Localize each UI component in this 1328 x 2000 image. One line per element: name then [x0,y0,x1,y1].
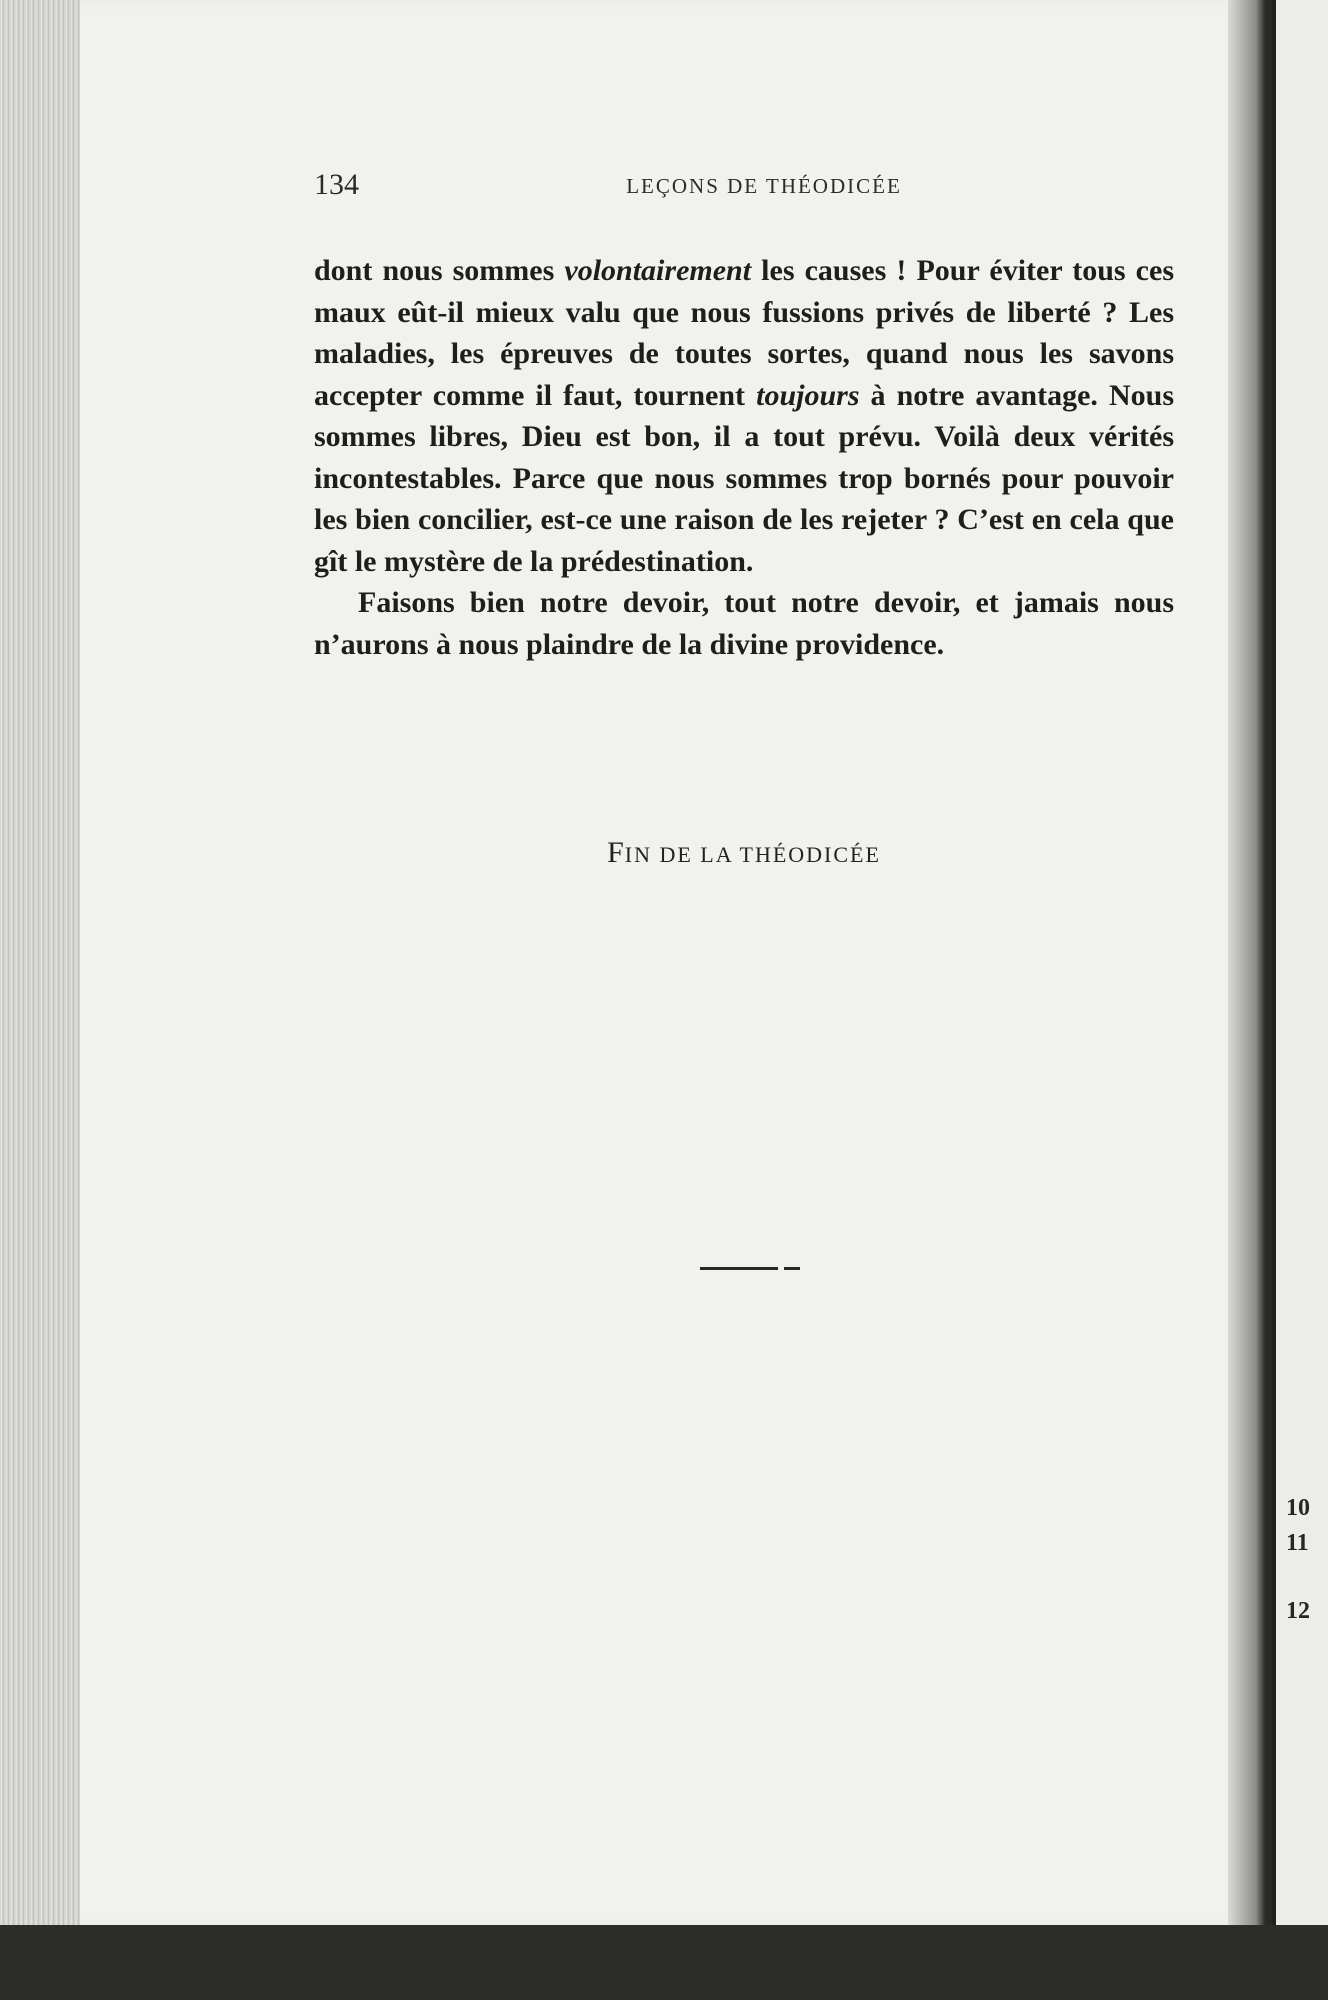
emphasis: toujours [756,378,860,412]
paragraph: dont nous sommes volontairement les causes ! Pour éviter tous ces maux eût-il mieux valu que nous fussions privés de liberté ? Les maladies, les épreuves de toutes sortes, quand nous les savons accepter comme il faut, tournent toujours à notre avantage. Nous sommes libres, Dieu est bon, il a tout prévu. Voilà deux vérités incontestables. Parce que nous sommes trop bornés pour pouvoir les bien concilier, est-ce une raison de les rejeter ? C’est en cela que gît le mystère de la prédestination. [314,254,1175,578]
book-page-edges [0,0,92,1930]
scan-background [0,1925,1328,2000]
closing-rest: IN DE LA THÉODICÉE [624,842,881,867]
paragraph: Faisons bien notre devoir, tout notre devoir, et jamais nous n’aurons à nous plaindre de la divine providence. [314,586,1174,661]
adjacent-page-fragment: 10 [1286,1495,1310,1521]
body-text [314,250,1174,665]
adjacent-page-edge [1272,0,1328,1935]
emphasis: volontairement [564,254,752,287]
running-title: LEÇONS DE THÉODICÉE [626,174,902,198]
page-header [314,168,1174,208]
closing-initial: F [607,836,625,869]
page-number: 134 [314,168,359,201]
end-ornament-rule [700,1267,800,1271]
closing-title [314,836,1174,870]
adjacent-page-fragment: 11 [1286,1530,1309,1556]
adjacent-page-fragment: 12 [1286,1598,1310,1624]
